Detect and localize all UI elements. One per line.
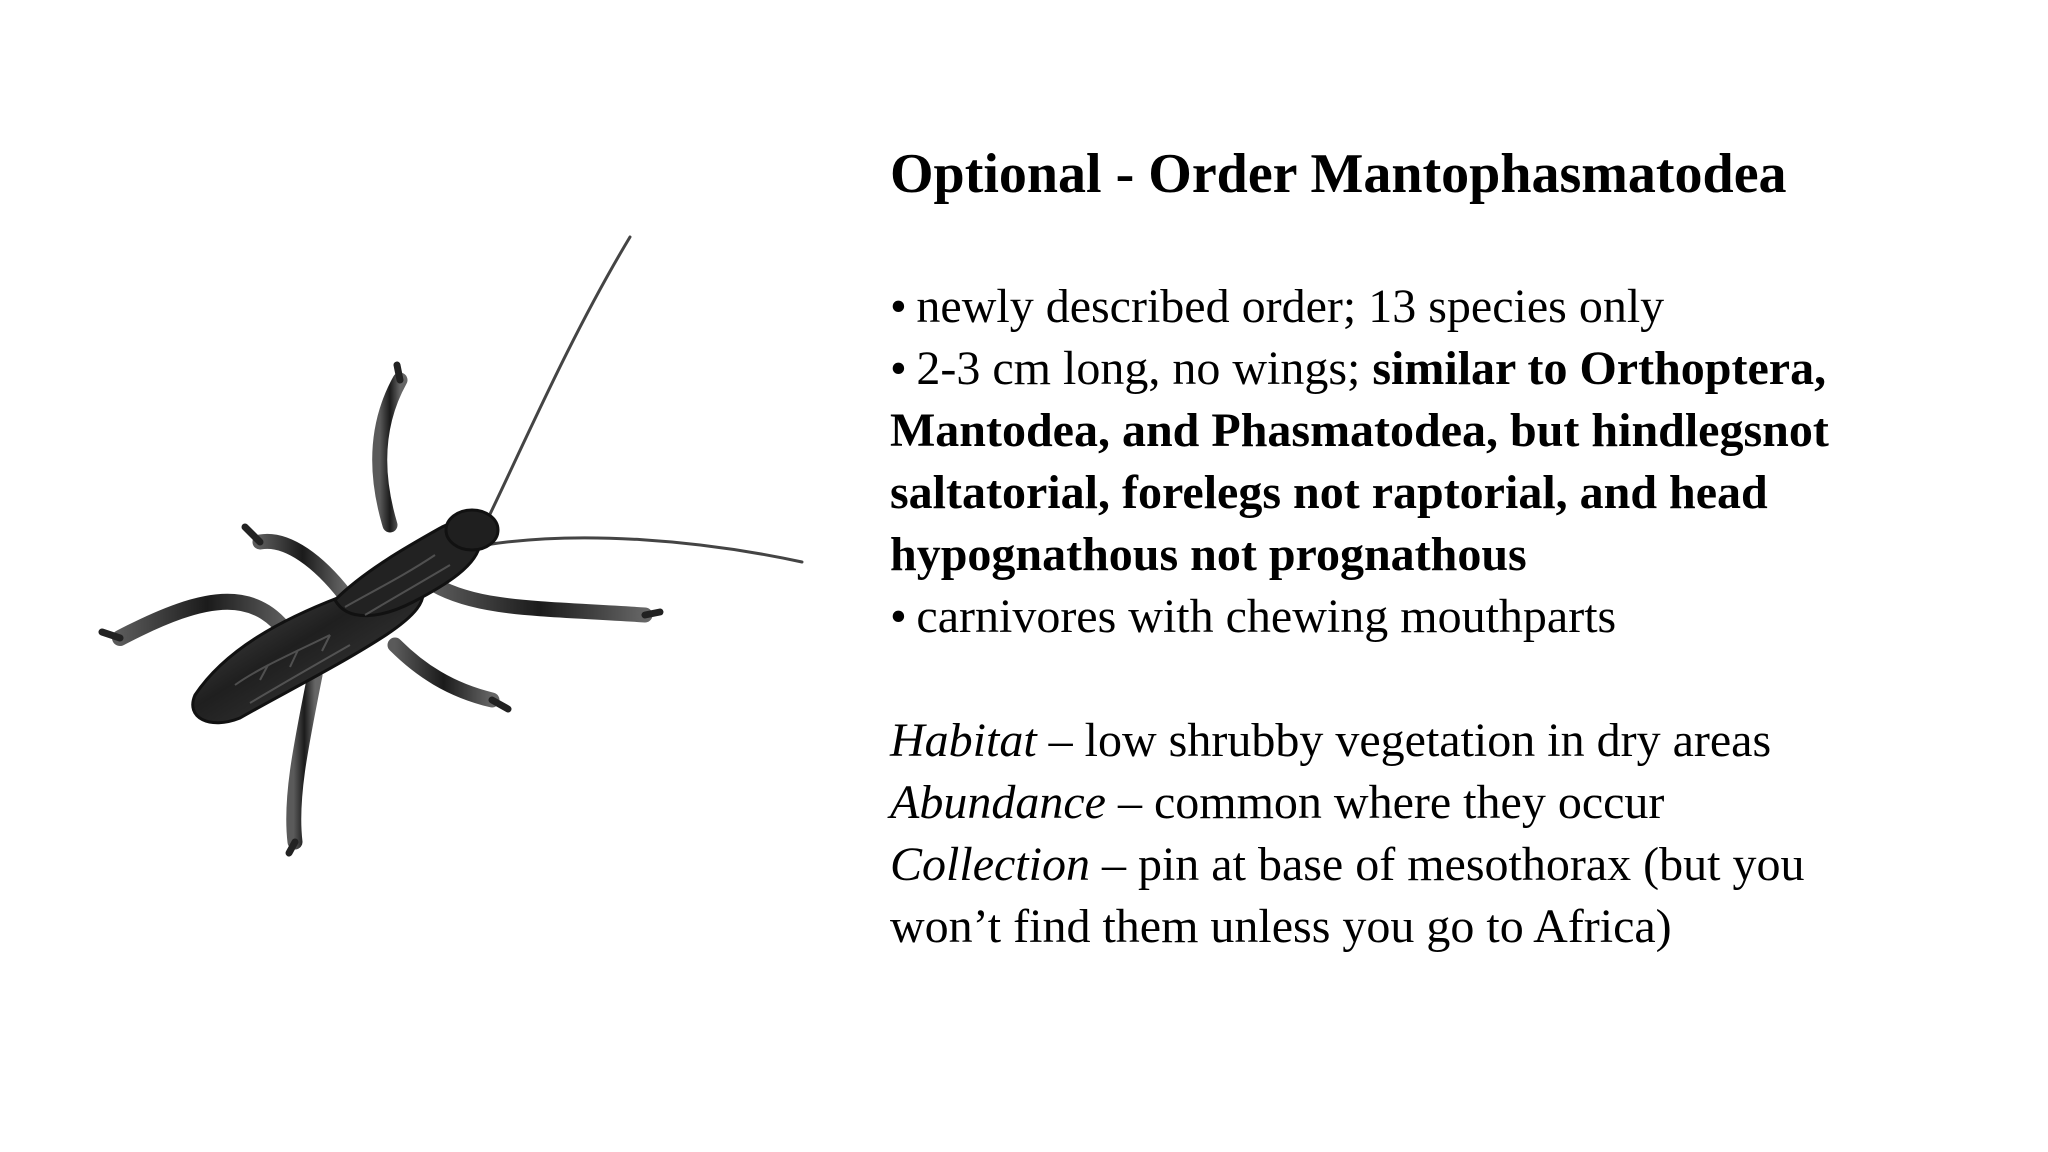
- bullet-list: [890, 276, 2010, 648]
- lower-hind-leg: [294, 675, 315, 842]
- antenna-lower: [485, 538, 802, 562]
- bullet-marker: •: [890, 280, 907, 333]
- slide-text-panel: [890, 136, 2010, 958]
- insect-photo-icon: [90, 225, 830, 895]
- insect-svg: [90, 225, 830, 895]
- list-item: [890, 586, 2010, 648]
- bullet-marker: •: [890, 342, 907, 395]
- note-text: – low shrubby vegetation in dry areas: [1036, 714, 1772, 767]
- bold-comparison-line: Mantodea, and Phasmatodea, but hindlegsnot: [890, 404, 1829, 457]
- bold-comparison-line: hypognathous not prognathous: [890, 528, 1527, 581]
- antenna-upper: [475, 237, 630, 545]
- note-text: – pin at base of mesothorax (but you: [1089, 838, 1805, 891]
- collection-note-continuation: won’t find them unless you go to Africa): [890, 900, 1672, 953]
- right-middle-leg: [395, 645, 492, 700]
- habitat-note: [890, 710, 2010, 772]
- page-title: Optional - Order Mantophasmatodea: [890, 143, 1787, 205]
- insect-head: [446, 510, 498, 550]
- abundance-note: [890, 772, 2010, 834]
- upper-front-tarsus: [397, 365, 400, 380]
- bullet-text: 2-3 cm long, no wings;: [916, 342, 1373, 395]
- bullet-text: newly described order; 13 species only: [916, 280, 1665, 333]
- bullet-marker: •: [890, 590, 907, 643]
- left-middle-leg: [260, 541, 345, 595]
- list-item: [890, 338, 2010, 400]
- note-label: Habitat: [890, 714, 1037, 767]
- bold-comparison-text: similar to Orthoptera,: [1372, 342, 1827, 395]
- left-middle-tarsus: [245, 527, 260, 542]
- right-front-leg: [435, 585, 645, 615]
- upper-front-leg: [380, 380, 400, 525]
- note-label: Collection: [890, 838, 1090, 891]
- note-text: – common where they occur: [1105, 776, 1665, 829]
- right-front-tarsus: [645, 612, 660, 615]
- list-item: [890, 276, 2010, 338]
- bold-comparison-line: saltatorial, forelegs not raptorial, and head: [890, 466, 1768, 519]
- right-middle-tarsus: [492, 700, 508, 709]
- notes-section: [890, 710, 2010, 958]
- note-label: Abundance: [890, 776, 1106, 829]
- bullet-text: carnivores with chewing mouthparts: [916, 590, 1617, 643]
- collection-note: [890, 834, 2010, 896]
